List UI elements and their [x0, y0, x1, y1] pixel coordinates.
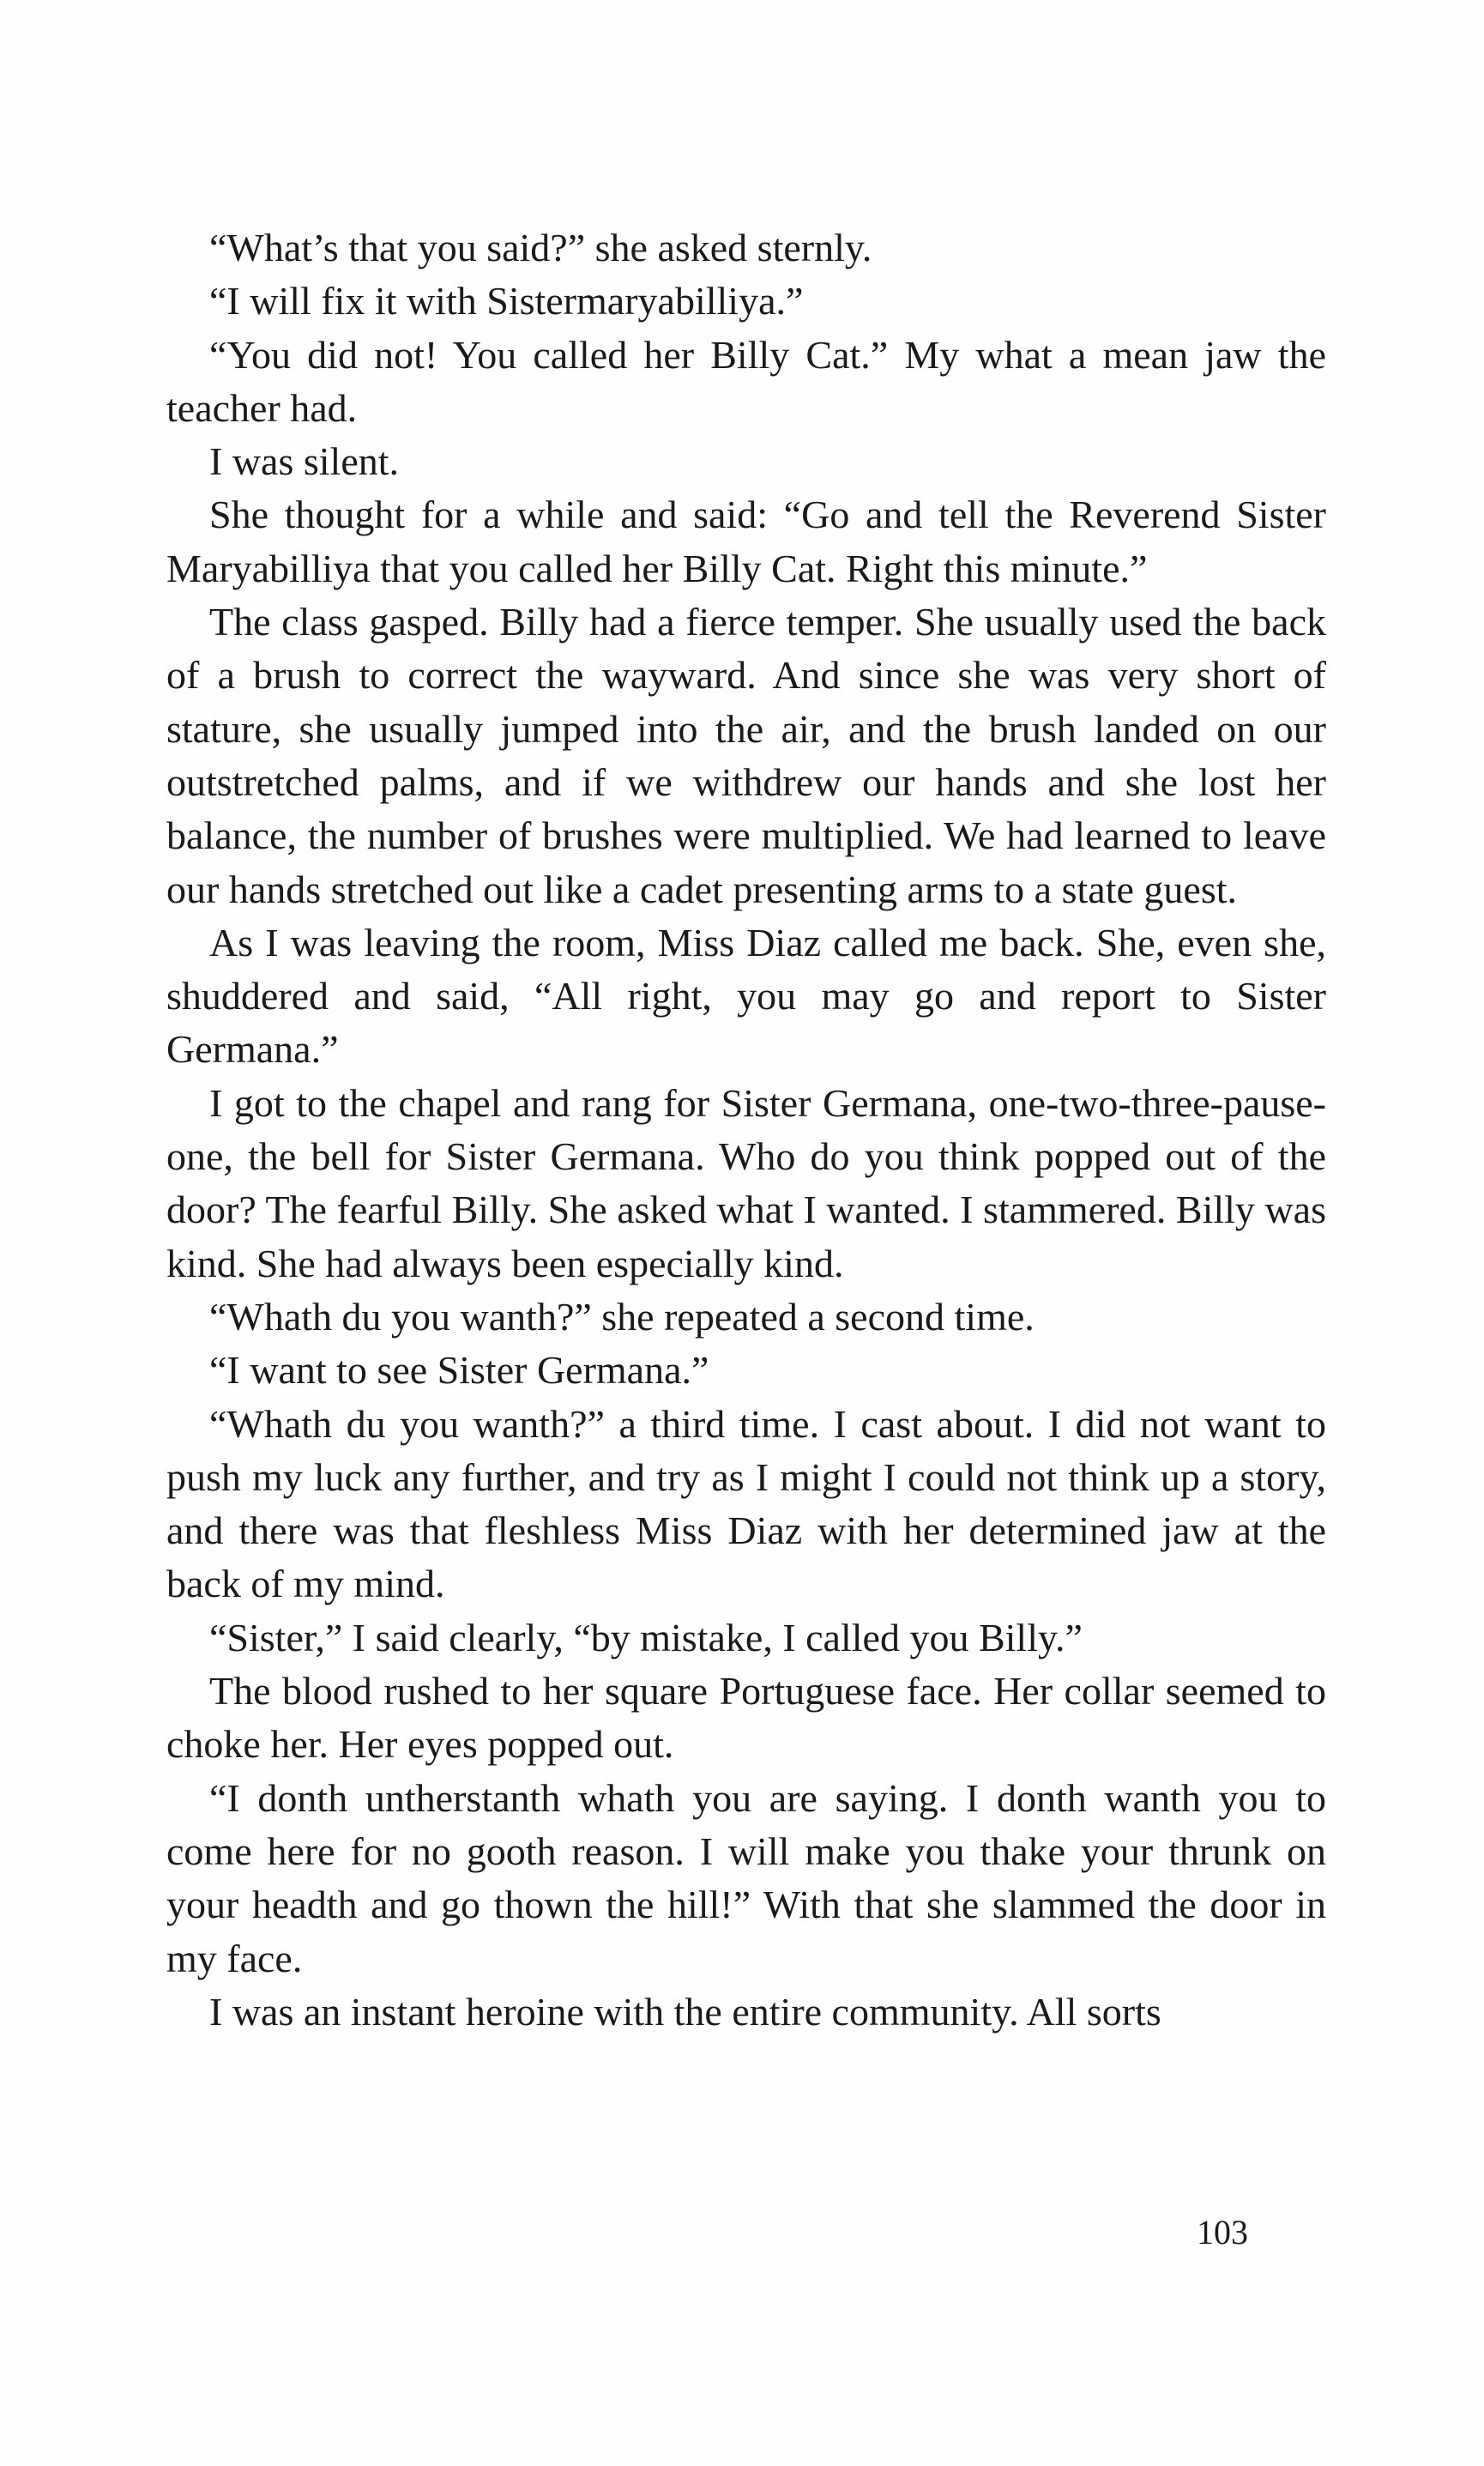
paragraph: “Sister,” I said clearly, “by mistake, I called you Billy.” — [209, 1615, 1083, 1659]
paragraph: “What’s that you said?” she asked sternly. — [209, 226, 872, 269]
paragraph: I was an instant heroine with the entire community. All sorts — [209, 1989, 1161, 2034]
page-number: 103 — [1197, 2213, 1248, 2251]
paragraph: “Whath du you wanth?” she repeated a second time. — [209, 1294, 1035, 1339]
paragraph: I was silent. — [209, 439, 400, 484]
paragraph: “Whath du you wanth?” a third time. I cast about. I did not want to push my luck any further, and try as I might I could not think up a story, and there was that fleshless Miss Diaz with her determined jaw at the back of my mind. — [166, 1401, 1326, 1606]
paragraph: The blood rushed to her square Portuguese face. Her collar seemed to choke her. Her eyes popped out. — [166, 1669, 1326, 1767]
paragraph: “I donth untherstanth whath you are saying. I donth wanth you to come here for no gooth reason. I will make you thake your thrunk on your headth and go thown the hill!” With that she slammed the door in my face. — [166, 1775, 1326, 1980]
paragraph: “I will fix it with Sistermaryabilliya.” — [209, 279, 804, 323]
paragraph: I got to the chapel and rang for Sister Germana, one-two-three-pause-one, the bell for Sister Germana. Who do you think popped out of the door? The fearful Billy. She asked what I wanted. I stammered. Billy was kind. She had always been especially kind. — [166, 1080, 1326, 1285]
paragraph: As I was leaving the room, Miss Diaz called me back. She, even she, shuddered and said, “All right, you may go and report to Sister Germana.” — [166, 920, 1326, 1072]
paragraph: The class gasped. Billy had a fierce temper. She usually used the back of a brush to correct the wayward. And since she was very short of stature, she usually jumped into the air, and the brush landed on our outstretched palms, and if we withdrew our hands and she lost her balance, the number of brushes were multiplied. We had learned to leave our hands stretched out like a cadet presenting arms to a state guest. — [166, 600, 1326, 911]
paragraph: She thought for a while and said: “Go and tell the Reverend Sister Maryabilliya that you called her Billy Cat. Right this minute.” — [166, 493, 1326, 590]
paragraph: “I want to see Sister Germana.” — [209, 1348, 709, 1393]
paragraph: “You did not! You called her Billy Cat.” My what a mean jaw the teacher had. — [166, 332, 1326, 430]
body-text — [166, 221, 1326, 2039]
